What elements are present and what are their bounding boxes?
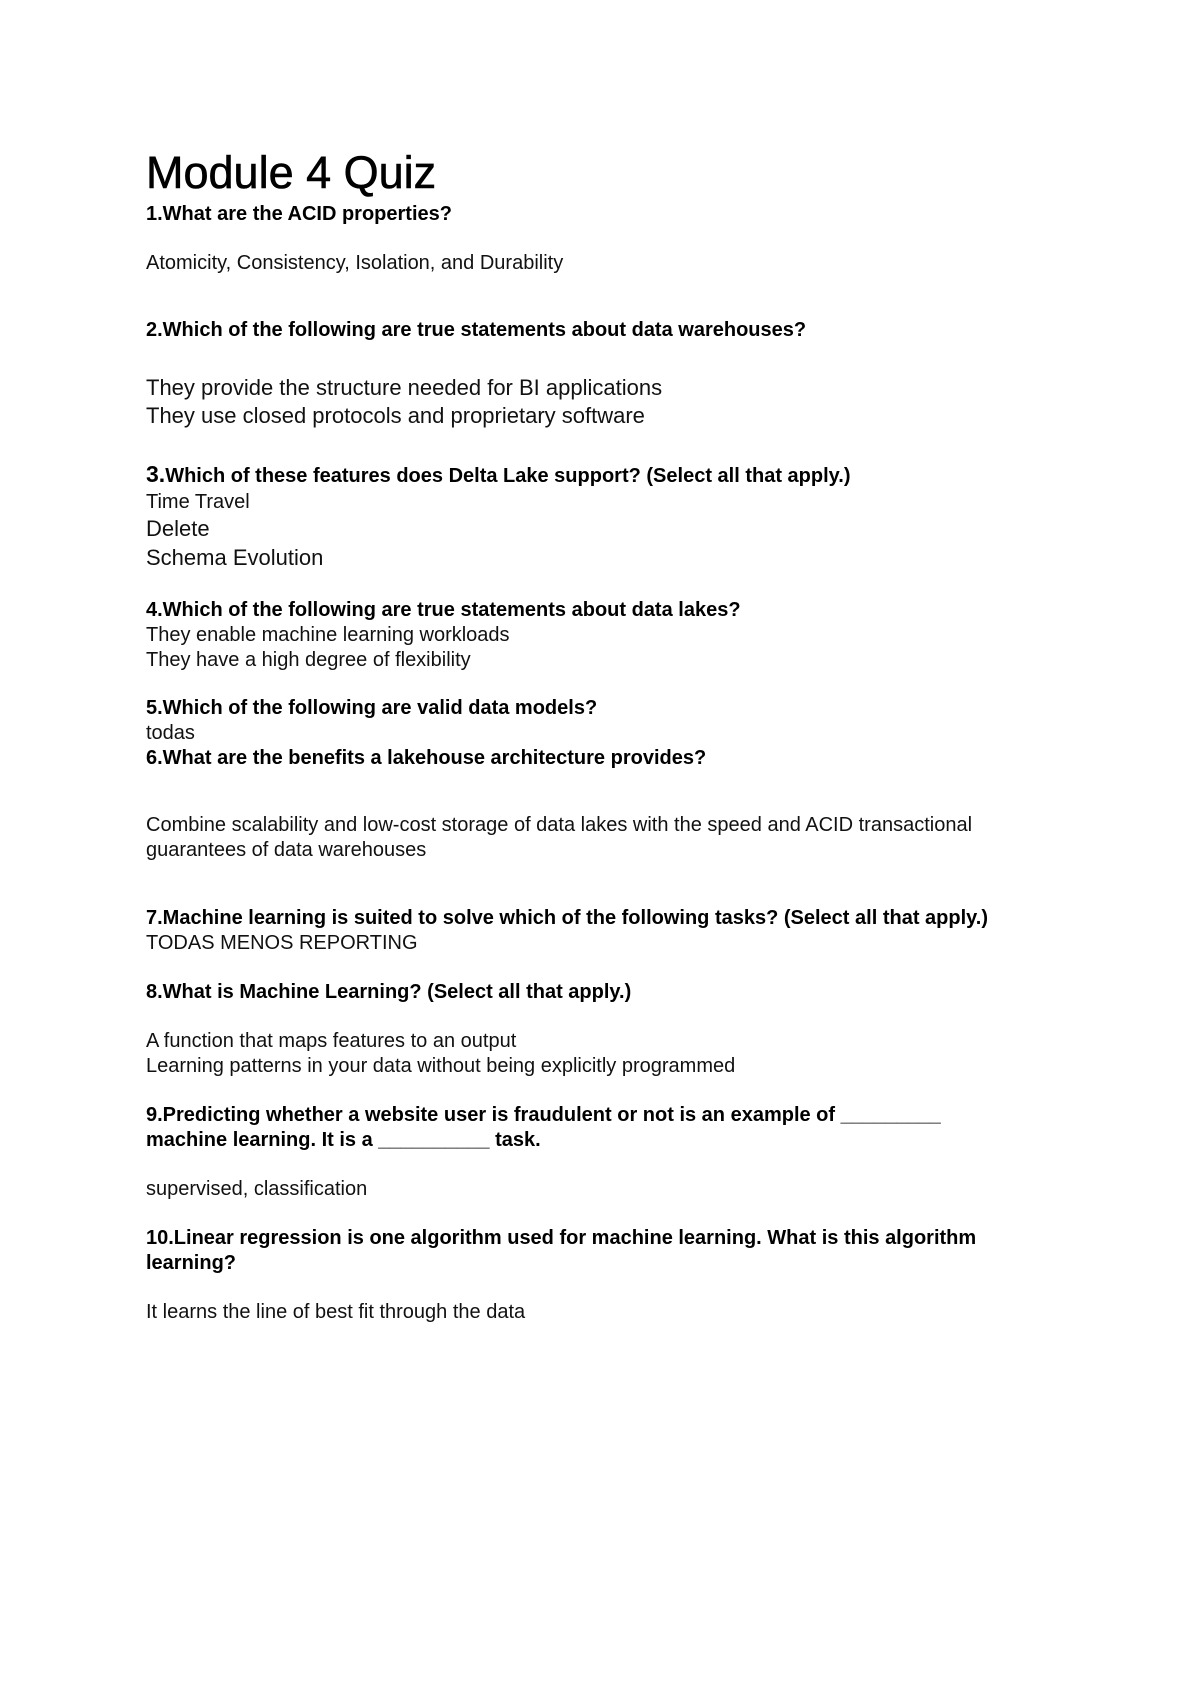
question-2: 2.Which of the following are true statements about data warehouses? (146, 319, 807, 341)
answer-3-1: Time Travel (146, 491, 250, 513)
question-5: 5.Which of the following are valid data models? (146, 697, 598, 719)
question-7: 7.Machine learning is suited to solve which of the following tasks? (Select all that apply.) (146, 907, 989, 929)
question-6: 6.What are the benefits a lakehouse architecture provides? (146, 747, 707, 769)
question-9-line-1: 9.Predicting whether a website user is fraudulent or not is an example of _________ (146, 1104, 941, 1126)
answer-9: supervised, classification (146, 1178, 368, 1200)
question-4: 4.Which of the following are true statements about data lakes? (146, 599, 741, 621)
question-3-number: 3. (146, 461, 166, 487)
answer-5: todas (146, 722, 195, 744)
answer-6-1: Combine scalability and low-cost storage of data lakes with the speed and ACID transactional (146, 814, 973, 836)
answer-3-3: Schema Evolution (146, 545, 324, 570)
page-title: Module 4 Quiz (146, 147, 437, 198)
question-10-line-1: 10.Linear regression is one algorithm used for machine learning. What is this algorithm (146, 1227, 977, 1249)
answer-1: Atomicity, Consistency, Isolation, and Durability (146, 252, 564, 274)
answer-4-2: They have a high degree of flexibility (146, 649, 471, 671)
answer-8-2: Learning patterns in your data without being explicitly programmed (146, 1055, 736, 1077)
answer-8-1: A function that maps features to an output (146, 1030, 517, 1052)
question-3 (146, 461, 851, 488)
question-1: 1.What are the ACID properties? (146, 203, 452, 225)
answer-10: It learns the line of best fit through the data (146, 1301, 526, 1323)
question-8: 8.What is Machine Learning? (Select all that apply.) (146, 981, 632, 1003)
answer-3-2: Delete (146, 516, 210, 541)
answer-2-1: They provide the structure needed for BI applications (146, 375, 663, 400)
question-10-line-2: learning? (146, 1252, 237, 1274)
answer-6-2: guarantees of data warehouses (146, 839, 427, 861)
answer-4-1: They enable machine learning workloads (146, 624, 510, 646)
answer-2-2: They use closed protocols and proprietary software (146, 403, 645, 428)
answer-7: TODAS MENOS REPORTING (146, 932, 418, 954)
question-9-line-2: machine learning. It is a __________ task. (146, 1129, 541, 1151)
question-3-text: Which of these features does Delta Lake support? (Select all that apply.) (165, 465, 851, 487)
